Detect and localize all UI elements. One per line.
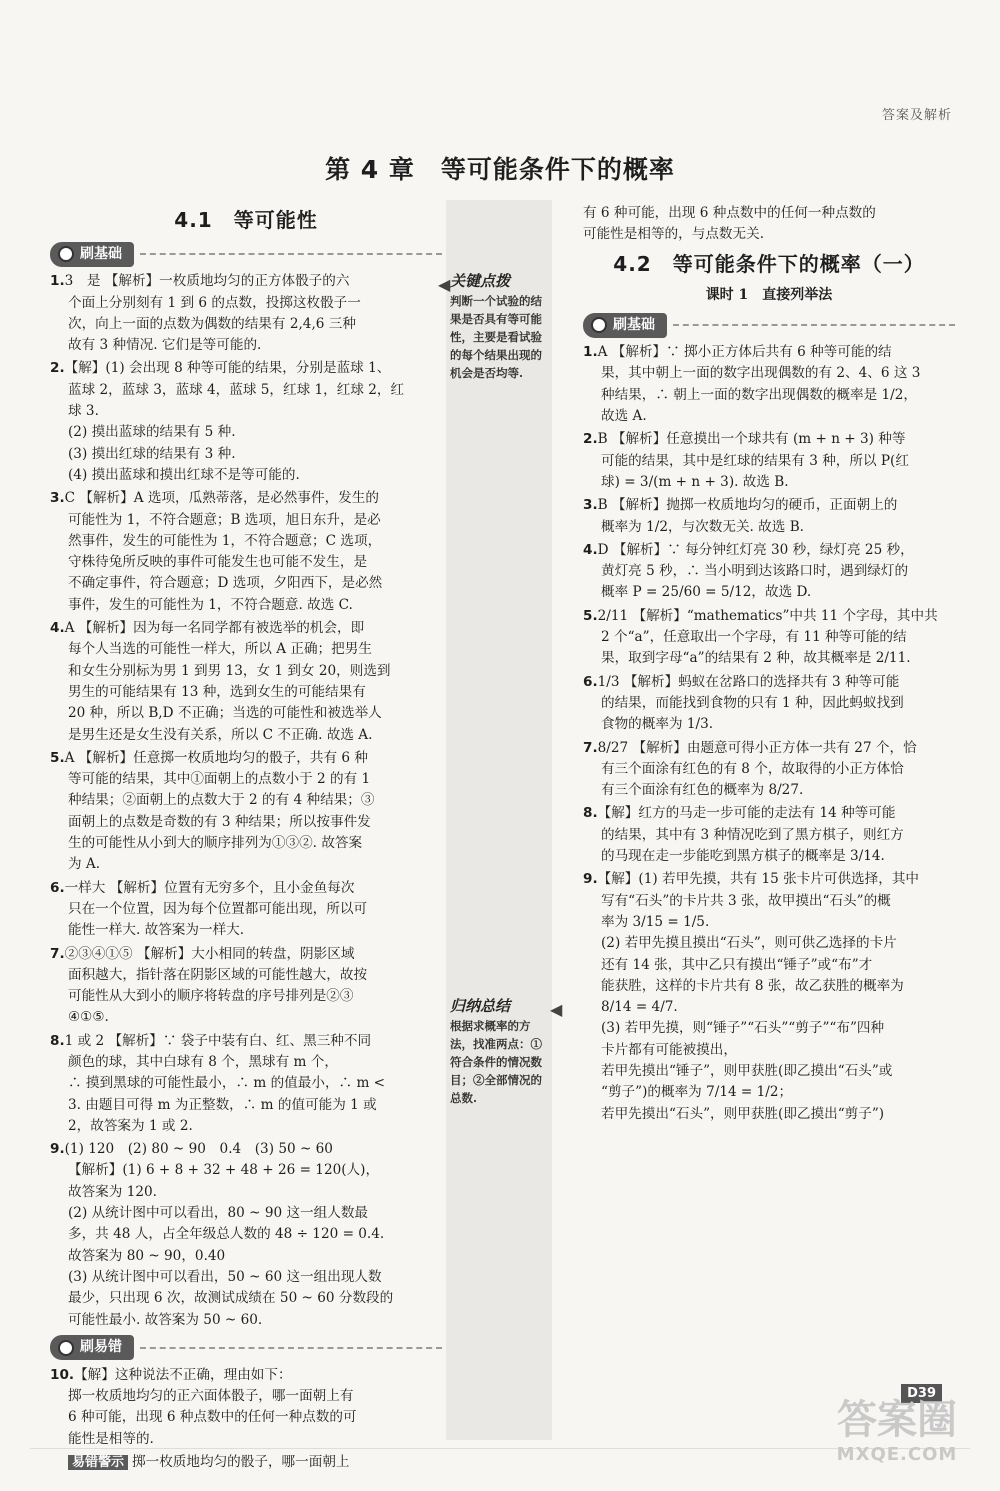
- text-line: [50, 401, 442, 422]
- section-title: 4.1 等可能性: [174, 208, 318, 232]
- line-text: 还有 14 张，其中乙只有摸出“锤子”或“布”才: [601, 956, 873, 973]
- line-text: 若甲先摸出“锤子”，则甲获胜(即乙摸出“石头”或: [601, 1062, 893, 1079]
- side-note-text: 根据求概率的方法，找准两点：①符合条件的情况数目；②全部情况的总数.: [450, 1019, 542, 1105]
- line-text: 的结果，而能找到食物的只有 1 种，因此蚂蚁找到: [601, 694, 904, 711]
- text-line: [583, 912, 955, 933]
- ball-icon: [58, 246, 74, 262]
- text-line: [50, 531, 442, 552]
- line-text: (3) 摸出红球的结果有 3 种.: [68, 445, 236, 462]
- text-line: [50, 812, 442, 833]
- line-text: (2) 从统计图中可以看出，80 ~ 90 这一组人数最: [68, 1205, 369, 1222]
- text-line: [50, 1224, 442, 1245]
- text-line: [583, 540, 955, 561]
- text-line: [583, 1104, 955, 1125]
- line-text: 概率 P = 25/60 = 5/12，故选 D.: [601, 584, 812, 601]
- side-note-key-tip: [450, 272, 550, 382]
- line-text: 3. 由题目可得 m 为正整数，∴ m 的值可能为 1 或: [68, 1096, 377, 1113]
- line-text: 若甲先摸出“石头”，则甲获胜(即乙摸出“剪子”): [601, 1105, 885, 1122]
- text-line: [583, 803, 955, 824]
- line-text: 卡片都有可能被摸出，: [601, 1041, 737, 1058]
- text-line: [50, 1310, 442, 1331]
- text-line: [50, 358, 442, 379]
- text-line: [583, 997, 955, 1018]
- text-line: [583, 672, 955, 693]
- line-text: 可能性从大到小的顺序将转盘的序号排列是②③: [68, 988, 354, 1005]
- item-number: 10.: [50, 1366, 75, 1383]
- line-text: A 【解析】任意掷一枚质地均匀的骰子，共有 6 种: [64, 749, 368, 766]
- right-column: [583, 203, 955, 1127]
- line-text: 球) = 3/(m + n + 3). 故选 B.: [601, 473, 789, 490]
- text-line: [583, 429, 955, 450]
- text-line: [50, 293, 442, 314]
- text-line: [50, 986, 442, 1007]
- tag-label: 刷基础: [613, 316, 655, 333]
- line-text: 能性一样大. 故答案为一样大.: [68, 922, 245, 939]
- line-text: 为 A.: [68, 856, 101, 873]
- text-line: [583, 606, 955, 627]
- line-text: 果，取到字母“a”的结果有 2 种，故其概率是 2/11.: [601, 650, 911, 667]
- list-item: [50, 944, 442, 1029]
- text-line: [50, 1073, 442, 1094]
- line-text: 掷一枚质地均匀的正六面体骰子，哪一面朝上有: [68, 1388, 354, 1405]
- line-text: 种结果；②面朝上的点数大于 2 的有 4 种结果；③: [68, 792, 375, 809]
- text-line: [50, 703, 442, 724]
- list-item: [50, 618, 442, 746]
- text-line: [583, 825, 955, 846]
- line-text: 多，共 48 人，占全年级总人数的 48 ÷ 120 = 0.4.: [68, 1226, 385, 1243]
- text-line: [50, 422, 442, 443]
- watermark-logo: 答案圈: [837, 1397, 957, 1443]
- list-item: [583, 342, 955, 427]
- text-line: [583, 1061, 955, 1082]
- line-text: (3) 从统计图中可以看出，50 ~ 60 这一组出现人数: [68, 1268, 382, 1285]
- tag-bar-mistake: [50, 1335, 442, 1361]
- line-text: 生的可能性从小到大的顺序排列为①③②. 故答案: [68, 835, 363, 852]
- line-text: 然事件，发生的可能性为 1，不符合题意；C 选项，: [68, 532, 382, 549]
- tag-badge: [50, 1335, 134, 1360]
- text-line: [583, 1082, 955, 1103]
- list-item: [583, 869, 955, 1125]
- text-line: [50, 335, 442, 356]
- item-number: 4.: [583, 541, 598, 558]
- line-text: 守株待兔所反映的事件可能发生也可能不发生，是: [68, 554, 368, 571]
- text-line: [50, 1203, 442, 1224]
- lesson-title: 课时 1 直接列举法: [705, 286, 833, 303]
- item-number: 1.: [583, 344, 598, 361]
- text-line: [583, 342, 955, 363]
- text-line: [583, 933, 955, 954]
- line-text: 食物的概率为 1/3.: [601, 716, 714, 733]
- line-text: 只在一个位置，因为每个位置都可能出现，所以可: [68, 900, 368, 917]
- line-text: 不确定事件，符合题意；D 选项，夕阳西下，是必然: [68, 575, 383, 592]
- item-number: 1.: [50, 273, 65, 290]
- text-line: [50, 833, 442, 854]
- line-text: 能获胜，这样的卡片共有 8 张，故乙获胜的概率为: [601, 977, 904, 994]
- line-text: ②③④①⑤ 【解析】大小相同的转盘，阴影区域: [64, 945, 355, 962]
- list-item: [583, 672, 955, 736]
- tag-label: 刷基础: [80, 245, 122, 262]
- list-item: [583, 606, 955, 670]
- item-number: 6.: [50, 879, 65, 896]
- warning-line: [50, 1452, 442, 1473]
- text-line: [50, 1160, 442, 1181]
- text-line: [50, 271, 442, 292]
- line-text: 2 个“a”，任意取出一个字母，有 11 种等可能的结: [601, 629, 907, 646]
- line-text: 有三个面涂有红色的有 8 个，故取得的小正方体恰: [601, 760, 904, 777]
- item-number: 8.: [583, 805, 598, 822]
- line-text: 蓝球 2，蓝球 3，蓝球 4，蓝球 5，红球 1，红球 2，红: [68, 381, 405, 398]
- text-line: [583, 976, 955, 997]
- text-line: [50, 944, 442, 965]
- text-line: [50, 1182, 442, 1203]
- text-line: [583, 561, 955, 582]
- text-line: [50, 1267, 442, 1288]
- text-line: [50, 920, 442, 941]
- line-text: (2) 摸出蓝球的结果有 5 种.: [68, 424, 236, 441]
- line-text: 【解】这种说法不正确，理由如下：: [74, 1366, 292, 1383]
- text-line: [583, 759, 955, 780]
- list-item: [50, 748, 442, 876]
- line-text: 颜色的球，其中白球有 8 个，黑球有 m 个，: [68, 1053, 338, 1070]
- line-text: B 【解析】抛掷一枚质地均匀的硬币，正面朝上的: [597, 497, 898, 514]
- line-text: 8/14 = 4/7.: [601, 999, 678, 1016]
- text-line: [50, 1429, 442, 1450]
- line-text: 个面上分别刻有 1 到 6 的点数，投掷这枚骰子一: [68, 294, 361, 311]
- list-item: [50, 271, 442, 356]
- text-line: [50, 899, 442, 920]
- watermark-url: MXQE.COM: [836, 1444, 958, 1465]
- pointer-arrow-icon: ◀: [438, 275, 451, 294]
- text-line: [50, 682, 442, 703]
- text-line: [50, 380, 442, 401]
- line-text: 率为 3/15 = 1/5.: [601, 913, 710, 930]
- text-line: [50, 854, 442, 875]
- list-item: [50, 1031, 442, 1137]
- line-text: A 【解析】∵ 掷小正方体后共有 6 种等可能的结: [597, 344, 892, 361]
- text-line: [583, 738, 955, 759]
- line-text: 每个人当选的可能性一样大，所以 A 正确；把男生: [68, 641, 372, 658]
- text-line: [583, 495, 955, 516]
- line-text: 可能性最小. 故答案为 50 ~ 60.: [68, 1311, 263, 1328]
- line-text: 的马现在走一步能吃到黑方棋子的概率是 3/14.: [601, 848, 885, 865]
- text-line: [50, 1246, 442, 1267]
- line-text: 1 或 2 【解析】∵ 袋子中装有白、红、黑三种不同: [64, 1032, 372, 1049]
- line-text: 最少，只出现 6 次，故测试成绩在 50 ~ 60 分数段的: [68, 1290, 394, 1307]
- text-line: [50, 1052, 442, 1073]
- list-item: [583, 495, 955, 538]
- list-item: [50, 878, 442, 942]
- text-line: [583, 714, 955, 735]
- text-line: [50, 661, 442, 682]
- text-line: [583, 472, 955, 493]
- side-note-summary: [450, 997, 550, 1107]
- line-text: “剪子”)的概率为 7/14 = 1/2；: [601, 1084, 793, 1101]
- margin-band: [446, 200, 552, 1440]
- text-line: [50, 444, 442, 465]
- text-line: [583, 780, 955, 801]
- line-text: 8/27 【解析】由题意可得小正方体一共有 27 个，恰: [597, 739, 917, 756]
- ball-icon: [591, 317, 607, 333]
- tag-label: 刷易错: [80, 1339, 122, 1356]
- text-line: [50, 1288, 442, 1309]
- item-number: 8.: [50, 1032, 65, 1049]
- text-line: [50, 769, 442, 790]
- text-line: [583, 582, 955, 603]
- line-text: 次，向上一面的点数为偶数的结果有 2,4,6 三种: [68, 315, 356, 332]
- text-line: [583, 406, 955, 427]
- tag-badge: [50, 242, 134, 267]
- line-text: 可能性为 1，不符合题意；B 选项，旭日东升，是必: [68, 511, 381, 528]
- line-text: 写有“石头”的卡片共 3 张，故甲摸出“石头”的概: [601, 892, 891, 909]
- text-line: [50, 618, 442, 639]
- item-number: 2.: [583, 431, 598, 448]
- text-line: [583, 869, 955, 890]
- text-line: [50, 965, 442, 986]
- text-line: [50, 488, 442, 509]
- warning-text: 掷一枚质地均匀的骰子，哪一面朝上: [132, 1454, 350, 1471]
- line-text: 的结果，其中有 3 种情况吃到了黑方棋子，则红方: [601, 826, 904, 843]
- list-item: [583, 429, 955, 493]
- text-line: 有 6 种可能，出现 6 种点数中的任何一种点数的: [583, 205, 876, 221]
- list-item: [50, 358, 442, 486]
- text-line: [50, 465, 442, 486]
- text-line: [583, 363, 955, 384]
- line-text: 男生的可能结果有 13 种，选到女生的可能结果有: [68, 683, 366, 700]
- line-text: 【解】红方的马走一步可能的走法有 14 种等可能: [597, 805, 896, 822]
- warning-label: 易错警示: [68, 1455, 128, 1470]
- line-text: 【解析】(1) 6 + 8 + 32 + 48 + 26 = 120(人)，: [68, 1162, 380, 1179]
- line-text: ∴ 摸到黑球的可能性最小，∴ m 的值最小，∴ m <: [68, 1075, 386, 1092]
- text-line: [583, 693, 955, 714]
- text-line: [583, 1018, 955, 1039]
- item-number: 3.: [50, 490, 65, 507]
- line-text: 故选 A.: [601, 408, 647, 425]
- left-column: [50, 208, 442, 1473]
- tag-bar-basic: [583, 312, 955, 338]
- item-number: 9.: [50, 1141, 65, 1158]
- text-line: [50, 1031, 442, 1052]
- text-line: [50, 639, 442, 660]
- line-text: 面积越大，指针落在阴影区域的可能性越大，故按: [68, 966, 368, 983]
- text-line: [583, 385, 955, 406]
- line-text: 2/11 【解析】“mathematics”中共 11 个字母，其中共: [597, 607, 938, 624]
- line-text: (2) 若甲先摸且摸出“石头”，则可供乙选择的卡片: [601, 935, 897, 952]
- line-text: (1) 120 (2) 80 ~ 90 0.4 (3) 50 ~ 60: [64, 1141, 333, 1158]
- side-note-head: 归纳总结: [450, 997, 511, 1015]
- item-number: 6.: [583, 673, 598, 690]
- text-line: [50, 748, 442, 769]
- list-item: [583, 803, 955, 867]
- text-line: [50, 790, 442, 811]
- item-number: 7.: [583, 739, 598, 756]
- list-item: [50, 488, 442, 616]
- line-text: 1/3 【解析】蚂蚁在岔路口的选择共有 3 种等可能: [597, 673, 900, 690]
- text-line: [50, 573, 442, 594]
- text-line: [50, 552, 442, 573]
- header-tag: 答案及解析: [881, 108, 952, 123]
- list-item: [50, 1139, 442, 1331]
- line-text: 面朝上的点数是奇数的有 3 种结果；所以按事件发: [68, 813, 371, 830]
- text-line: [50, 725, 442, 746]
- list-item: [583, 540, 955, 604]
- line-text: 【解】(1) 会出现 8 种等可能的结果，分别是蓝球 1、: [64, 360, 391, 377]
- text-line: 可能性是相等的，与点数无关.: [583, 226, 765, 243]
- line-text: (3) 若甲先摸，则“锤子”“石头”“剪子”“布”四种: [601, 1020, 885, 1037]
- list-item: [50, 1365, 442, 1450]
- line-text: B 【解析】任意摸出一个球共有 (m + n + 3) 种等: [597, 431, 906, 448]
- item-number: 5.: [50, 749, 65, 766]
- text-line: [50, 510, 442, 531]
- chapter-title: 第 4 章 等可能条件下的概率: [325, 155, 675, 184]
- section-title: 4.2 等可能条件下的概率（一）: [613, 251, 925, 276]
- line-text: D 【解析】∵ 每分钟红灯亮 30 秒，绿灯亮 25 秒，: [597, 541, 914, 558]
- text-line: [50, 1095, 442, 1116]
- text-line: [50, 1007, 442, 1028]
- line-text: (4) 摸出蓝球和摸出红球不是等可能的.: [68, 466, 300, 483]
- line-text: 事件，发生的可能性为 1，不符合题意. 故选 C.: [68, 596, 353, 613]
- line-text: A 【解析】因为每一名同学都有被选举的机会，即: [64, 620, 365, 637]
- text-line: [50, 1386, 442, 1407]
- line-text: 概率为 1/2，与次数无关. 故选 B.: [601, 518, 805, 535]
- line-text: 一样大 【解析】位置有无穷多个，且小金鱼每次: [64, 879, 355, 896]
- text-line: [583, 648, 955, 669]
- right-items: [583, 342, 955, 1125]
- dashed-rule: [673, 324, 955, 326]
- item-number: 2.: [50, 360, 65, 377]
- dashed-rule: [140, 1347, 442, 1349]
- line-text: 故答案为 80 ~ 90，0.40: [68, 1247, 226, 1264]
- line-text: 2，故答案为 1 或 2.: [68, 1117, 193, 1134]
- text-line: [583, 955, 955, 976]
- dashed-rule: [140, 253, 442, 255]
- line-text: 和女生分别标为男 1 到男 13，女 1 到女 20，则选到: [68, 662, 391, 679]
- line-text: 果，其中朝上一面的数字出现偶数的有 2、4、6 这 3: [601, 365, 921, 382]
- text-line: [583, 846, 955, 867]
- text-line: [50, 1365, 442, 1386]
- text-line: [50, 1139, 442, 1160]
- line-text: 球 3.: [68, 403, 99, 420]
- text-line: [50, 1407, 442, 1428]
- list-item: [583, 738, 955, 802]
- right-top-lines: [583, 203, 955, 246]
- text-line: [583, 627, 955, 648]
- line-text: 能性是相等的.: [68, 1430, 154, 1447]
- text-line: [50, 878, 442, 899]
- line-text: ④①⑤.: [68, 1009, 109, 1026]
- line-text: 黄灯亮 5 秒，∴ 当小明到达该路口时，遇到绿灯的: [601, 563, 909, 580]
- text-line: [583, 517, 955, 538]
- pointer-arrow-icon: ◀: [550, 1000, 563, 1019]
- text-line: [583, 451, 955, 472]
- line-text: 是男生还是女生没有关系，所以 C 不正确. 故选 A.: [68, 726, 373, 743]
- item-number: 3.: [583, 497, 598, 514]
- line-text: 6 种可能，出现 6 种点数中的任何一种点数的可: [68, 1409, 357, 1426]
- item-number: 4.: [50, 620, 65, 637]
- watermark: [822, 1396, 972, 1476]
- tag-bar-basic: [50, 241, 442, 267]
- line-text: 故有 3 种情况. 它们是等可能的.: [68, 337, 262, 354]
- ball-icon: [58, 1340, 74, 1356]
- line-text: 等可能的结果，其中①面朝上的点数小于 2 的有 1: [68, 771, 371, 788]
- line-text: 3 是 【解析】一枚质地均匀的正方体骰子的六: [64, 273, 350, 290]
- text-line: [50, 314, 442, 335]
- text-line: [50, 1116, 442, 1137]
- side-note-head: 关键点拨: [450, 272, 511, 290]
- line-text: 有三个面涂有红色的概率为 8/27.: [601, 782, 804, 799]
- line-text: 种结果，∴ 朝上一面的数字出现偶数的概率是 1/2，: [601, 386, 917, 403]
- item-number: 9.: [583, 871, 598, 888]
- line-text: C 【解析】A 选项，瓜熟蒂落，是必然事件，发生的: [64, 490, 379, 507]
- line-text: 20 种，所以 B,D 不正确；当选的可能性和被选举人: [68, 705, 382, 722]
- line-text: 故答案为 120.: [68, 1183, 157, 1200]
- page-number: D39: [901, 1384, 942, 1403]
- item-number: 5.: [583, 607, 598, 624]
- side-note-text: 判断一个试验的结果是否具有等可能性，主要是看试验的每个结果出现的机会是否均等.: [450, 294, 542, 380]
- item-number: 7.: [50, 945, 65, 962]
- text-line: [583, 1040, 955, 1061]
- tag-badge: [583, 313, 667, 338]
- text-line: [583, 891, 955, 912]
- line-text: 【解】(1) 若甲先摸，共有 15 张卡片可供选择，其中: [597, 871, 920, 888]
- text-line: [50, 595, 442, 616]
- left-items: [50, 271, 442, 1331]
- line-text: 可能的结果，其中是红球的结果有 3 种，所以 P(红: [601, 452, 909, 469]
